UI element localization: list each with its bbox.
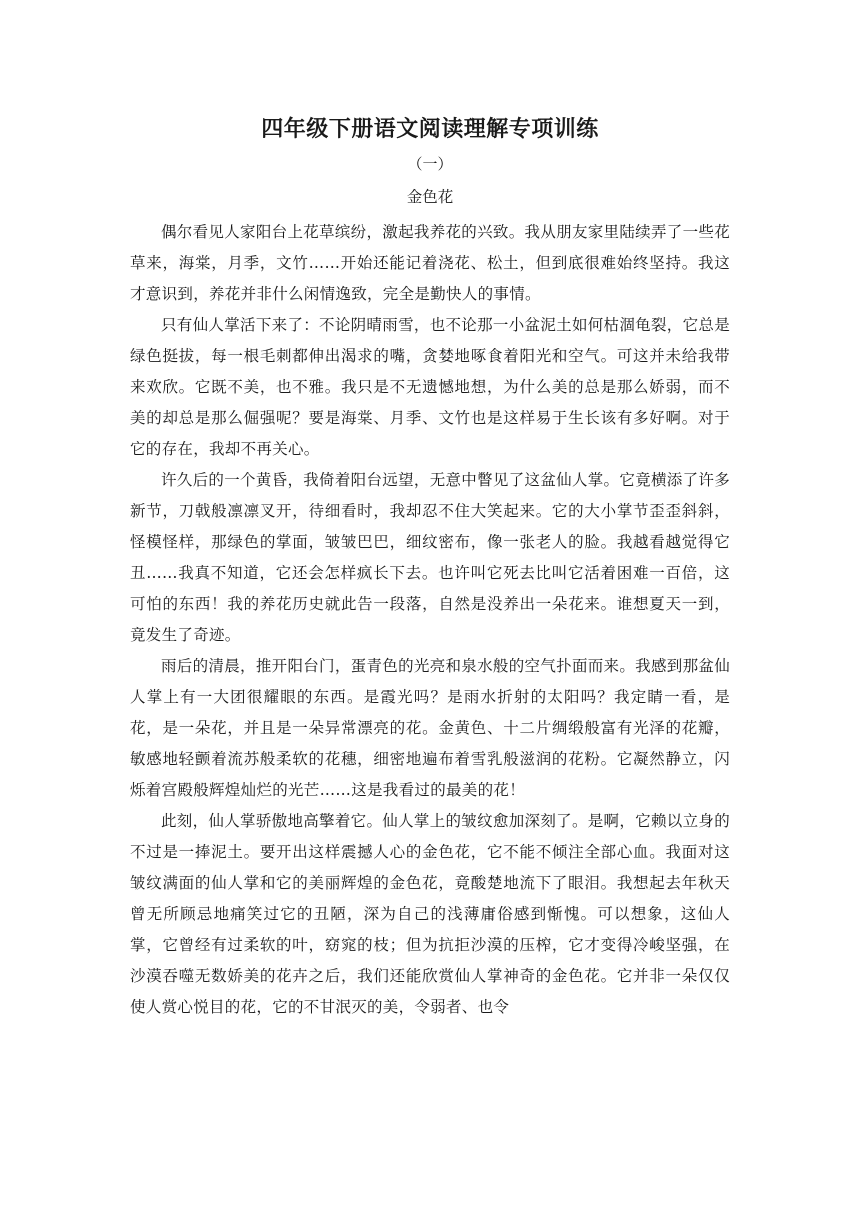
paragraph-3: 许久后的一个黄昏，我倚着阳台远望，无意中瞥见了这盆仙人掌。它竟横添了许多新节，刀戟般凛凛叉开，待细看时，我却忍不住大笑起来。它的大小掌节歪歪斜斜，怪模怪样，那绿色的掌面，皱皱巴巴，细纹密布，像一张老人的脸。我越看越觉得它丑……我真不知道，它还会怎样疯长下去。也许叫它死去比叫它活着困难一百倍，这可怕的东西！我的养花历史就此告一段落，自然是没养出一朵花来。谁想夏天一到，竟发生了奇迹。 bbox=[130, 471, 730, 644]
section-number: （一） bbox=[407, 155, 453, 173]
document-content bbox=[130, 113, 730, 1023]
document-title: 四年级下册语文阅读理解专项训练 bbox=[261, 116, 599, 142]
paragraph-2: 只有仙人掌活下来了：不论阴晴雨雪，也不论那一小盆泥土如何枯涸龟裂，它总是绿色挺拔，每一根毛刺都伸出渴求的嘴，贪婪地啄食着阳光和空气。可这并未给我带来欢欣。它既不美，也不雅。我只是不无遗憾地想，为什么美的总是那么娇弱，而不美的却总是那么倔强呢？要是海棠、月季、文竹也是这样易于生长该有多好啊。对于它的存在，我却不再关心。 bbox=[130, 316, 730, 458]
story-title: 金色花 bbox=[406, 188, 454, 206]
paragraph-5: 此刻，仙人掌骄傲地高擎着它。仙人掌上的皱纹愈加深刻了。是啊，它赖以立身的不过是一捧泥土。要开出这样震撼人心的金色花，它不能不倾注全部心血。我面对这皱纹满面的仙人掌和它的美丽辉煌的金色花，竟酸楚地流下了眼泪。我想起去年秋天曾无所顾忌地痛笑过它的丑陋，深为自己的浅薄庸俗感到惭愧。可以想象，这仙人掌，它曾经有过柔软的叶，窈窕的枝；但为抗拒沙漠的压榨，它才变得冷峻坚强，在沙漠吞噬无数娇美的花卉之后，我们还能欣赏仙人掌神奇的金色花。它并非一朵仅仅使人赏心悦目的花，它的不甘泯灭的美，令弱者、也令 bbox=[130, 812, 730, 1016]
paragraph-4: 雨后的清晨，推开阳台门，蛋青色的光亮和泉水般的空气扑面而来。我感到那盆仙人掌上有一大团很耀眼的东西。是霞光吗？是雨水折射的太阳吗？我定睛一看，是花，是一朵花，并且是一朵异常漂亮的花。金黄色、十二片绸缎般富有光泽的花瓣，敏感地轻颤着流苏般柔软的花穗，细密地遍布着雪乳般滋润的花粉。它凝然静立，闪烁着宫殿般辉煌灿烂的光芒……这是我看过的最美的花！ bbox=[130, 657, 730, 799]
paragraph-1: 偶尔看见人家阳台上花草缤纷，激起我养花的兴致。我从朋友家里陆续弄了一些花草来，海棠，月季，文竹……开始还能记着浇花、松土，但到底很难始终坚持。我这才意识到，养花并非什么闲情逸致，完全是勤快人的事情。 bbox=[130, 223, 730, 303]
